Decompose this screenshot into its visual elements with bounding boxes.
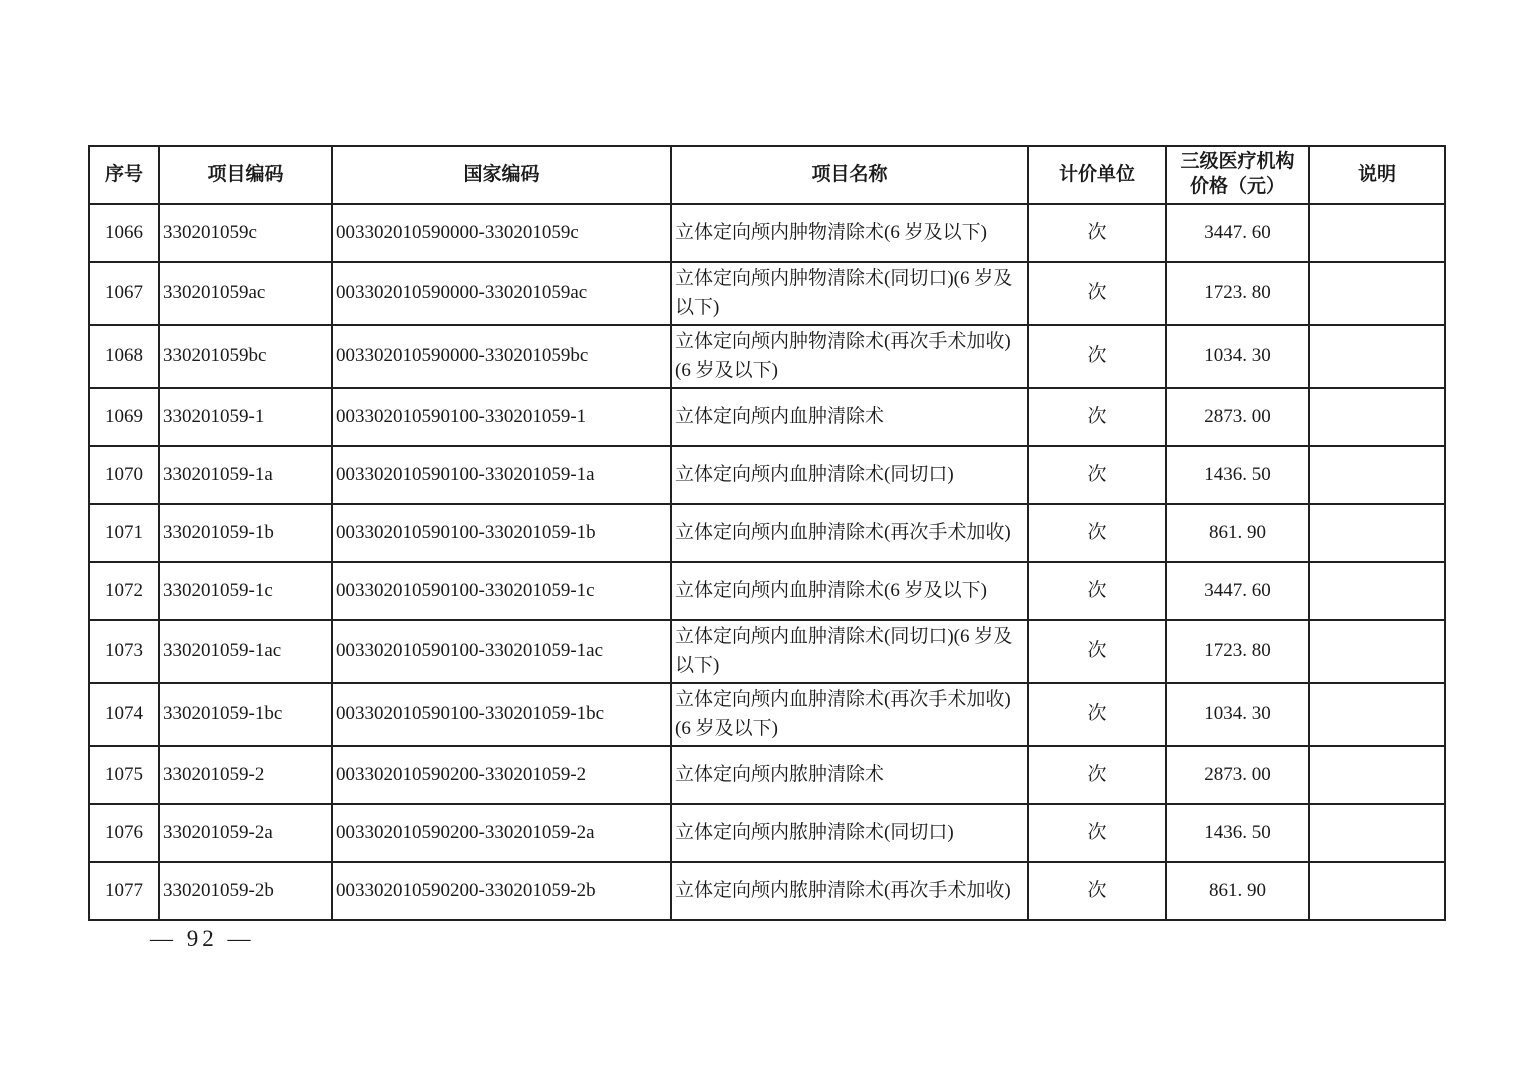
- column-header-note: [1309, 146, 1445, 204]
- table-row: [89, 204, 1445, 262]
- table-header: [89, 146, 1445, 204]
- cell-national_code: 003302010590000-330201059c: [332, 204, 671, 262]
- page-number: — 92 —: [150, 926, 255, 951]
- cell-item_code: 330201059-1ac: [159, 620, 332, 683]
- cell-item_code: 330201059-2a: [159, 804, 332, 862]
- cell-unit: 次: [1028, 804, 1166, 862]
- table-row: [89, 746, 1445, 804]
- cell-seq: 1066: [89, 204, 159, 262]
- cell-national_code: 003302010590200-330201059-2b: [332, 862, 671, 920]
- cell-note: [1309, 746, 1445, 804]
- cell-national_code: 003302010590100-330201059-1c: [332, 562, 671, 620]
- table-row: [89, 504, 1445, 562]
- cell-note: [1309, 804, 1445, 862]
- cell-price: 1436. 50: [1166, 804, 1309, 862]
- cell-national_code: 003302010590000-330201059bc: [332, 325, 671, 388]
- cell-seq: 1069: [89, 388, 159, 446]
- cell-item_name: 立体定向颅内肿物清除术(同切口)(6 岁及以下): [671, 262, 1028, 325]
- table-body: [89, 204, 1445, 920]
- cell-note: [1309, 504, 1445, 562]
- cell-seq: 1068: [89, 325, 159, 388]
- cell-note: [1309, 683, 1445, 746]
- cell-item_name: 立体定向颅内血肿清除术(6 岁及以下): [671, 562, 1028, 620]
- medical-price-table: [88, 145, 1446, 921]
- cell-unit: 次: [1028, 446, 1166, 504]
- cell-national_code: 003302010590100-330201059-1ac: [332, 620, 671, 683]
- cell-item_code: 330201059-2: [159, 746, 332, 804]
- header-row: [89, 146, 1445, 204]
- cell-price: 1436. 50: [1166, 446, 1309, 504]
- cell-item_code: 330201059-2b: [159, 862, 332, 920]
- cell-item_name: 立体定向颅内血肿清除术(同切口)(6 岁及以下): [671, 620, 1028, 683]
- cell-item_name: 立体定向颅内肿物清除术(再次手术加收)(6 岁及以下): [671, 325, 1028, 388]
- cell-note: [1309, 446, 1445, 504]
- column-header-price: [1166, 146, 1309, 204]
- cell-unit: 次: [1028, 262, 1166, 325]
- column-header-label: 项目编码: [207, 163, 284, 185]
- column-header-national_code: [332, 146, 671, 204]
- cell-price: 3447. 60: [1166, 562, 1309, 620]
- cell-seq: 1077: [89, 862, 159, 920]
- table-row: [89, 325, 1445, 388]
- cell-item_code: 330201059ac: [159, 262, 332, 325]
- cell-unit: 次: [1028, 862, 1166, 920]
- cell-unit: 次: [1028, 683, 1166, 746]
- cell-note: [1309, 388, 1445, 446]
- table-row: [89, 562, 1445, 620]
- cell-item_code: 330201059-1b: [159, 504, 332, 562]
- column-header-label: 说明: [1357, 163, 1396, 185]
- cell-unit: 次: [1028, 204, 1166, 262]
- cell-note: [1309, 620, 1445, 683]
- cell-unit: 次: [1028, 325, 1166, 388]
- cell-item_code: 330201059-1c: [159, 562, 332, 620]
- cell-item_code: 330201059c: [159, 204, 332, 262]
- column-header-label: 项目名称: [811, 163, 888, 185]
- table-row: [89, 804, 1445, 862]
- cell-national_code: 003302010590000-330201059ac: [332, 262, 671, 325]
- cell-price: 1034. 30: [1166, 683, 1309, 746]
- cell-item_name: 立体定向颅内脓肿清除术(同切口): [671, 804, 1028, 862]
- column-header-label: 序号: [104, 163, 143, 185]
- column-header-label: 计价单位: [1058, 163, 1135, 185]
- cell-item_name: 立体定向颅内血肿清除术(再次手术加收)(6 岁及以下): [671, 683, 1028, 746]
- cell-price: 1723. 80: [1166, 262, 1309, 325]
- cell-item_name: 立体定向颅内脓肿清除术(再次手术加收): [671, 862, 1028, 920]
- cell-national_code: 003302010590100-330201059-1: [332, 388, 671, 446]
- cell-seq: 1072: [89, 562, 159, 620]
- cell-seq: 1070: [89, 446, 159, 504]
- table-row: [89, 620, 1445, 683]
- cell-national_code: 003302010590100-330201059-1b: [332, 504, 671, 562]
- column-header-label: 三级医疗机构: [1180, 151, 1295, 173]
- cell-unit: 次: [1028, 562, 1166, 620]
- cell-price: 1723. 80: [1166, 620, 1309, 683]
- table-row: [89, 262, 1445, 325]
- column-header-label: 国家编码: [463, 163, 540, 185]
- cell-seq: 1071: [89, 504, 159, 562]
- column-header-item_name: [671, 146, 1028, 204]
- cell-item_name: 立体定向颅内脓肿清除术: [671, 746, 1028, 804]
- cell-seq: 1075: [89, 746, 159, 804]
- cell-item_name: 立体定向颅内血肿清除术: [671, 388, 1028, 446]
- cell-price: 861. 90: [1166, 862, 1309, 920]
- cell-note: [1309, 262, 1445, 325]
- cell-national_code: 003302010590100-330201059-1bc: [332, 683, 671, 746]
- cell-note: [1309, 204, 1445, 262]
- table-row: [89, 388, 1445, 446]
- cell-note: [1309, 325, 1445, 388]
- cell-seq: 1074: [89, 683, 159, 746]
- cell-price: 2873. 00: [1166, 388, 1309, 446]
- cell-unit: 次: [1028, 388, 1166, 446]
- cell-item_code: 330201059-1a: [159, 446, 332, 504]
- cell-unit: 次: [1028, 504, 1166, 562]
- cell-seq: 1073: [89, 620, 159, 683]
- column-header-item_code: [159, 146, 332, 204]
- column-header-seq: [89, 146, 159, 204]
- table-row: [89, 862, 1445, 920]
- cell-national_code: 003302010590200-330201059-2: [332, 746, 671, 804]
- cell-item_name: 立体定向颅内血肿清除术(再次手术加收): [671, 504, 1028, 562]
- cell-item_name: 立体定向颅内肿物清除术(6 岁及以下): [671, 204, 1028, 262]
- cell-item_code: 330201059bc: [159, 325, 332, 388]
- column-header-unit: [1028, 146, 1166, 204]
- table-row: [89, 683, 1445, 746]
- column-header-label-line2: 价格（元）: [1189, 176, 1285, 197]
- cell-item_name: 立体定向颅内血肿清除术(同切口): [671, 446, 1028, 504]
- cell-national_code: 003302010590200-330201059-2a: [332, 804, 671, 862]
- cell-national_code: 003302010590100-330201059-1a: [332, 446, 671, 504]
- table-row: [89, 446, 1445, 504]
- cell-item_code: 330201059-1: [159, 388, 332, 446]
- cell-note: [1309, 562, 1445, 620]
- cell-price: 1034. 30: [1166, 325, 1309, 388]
- cell-seq: 1076: [89, 804, 159, 862]
- medical-price-table-container: [88, 145, 1446, 921]
- cell-note: [1309, 862, 1445, 920]
- cell-price: 861. 90: [1166, 504, 1309, 562]
- cell-unit: 次: [1028, 746, 1166, 804]
- cell-item_code: 330201059-1bc: [159, 683, 332, 746]
- cell-unit: 次: [1028, 620, 1166, 683]
- cell-seq: 1067: [89, 262, 159, 325]
- cell-price: 3447. 60: [1166, 204, 1309, 262]
- cell-price: 2873. 00: [1166, 746, 1309, 804]
